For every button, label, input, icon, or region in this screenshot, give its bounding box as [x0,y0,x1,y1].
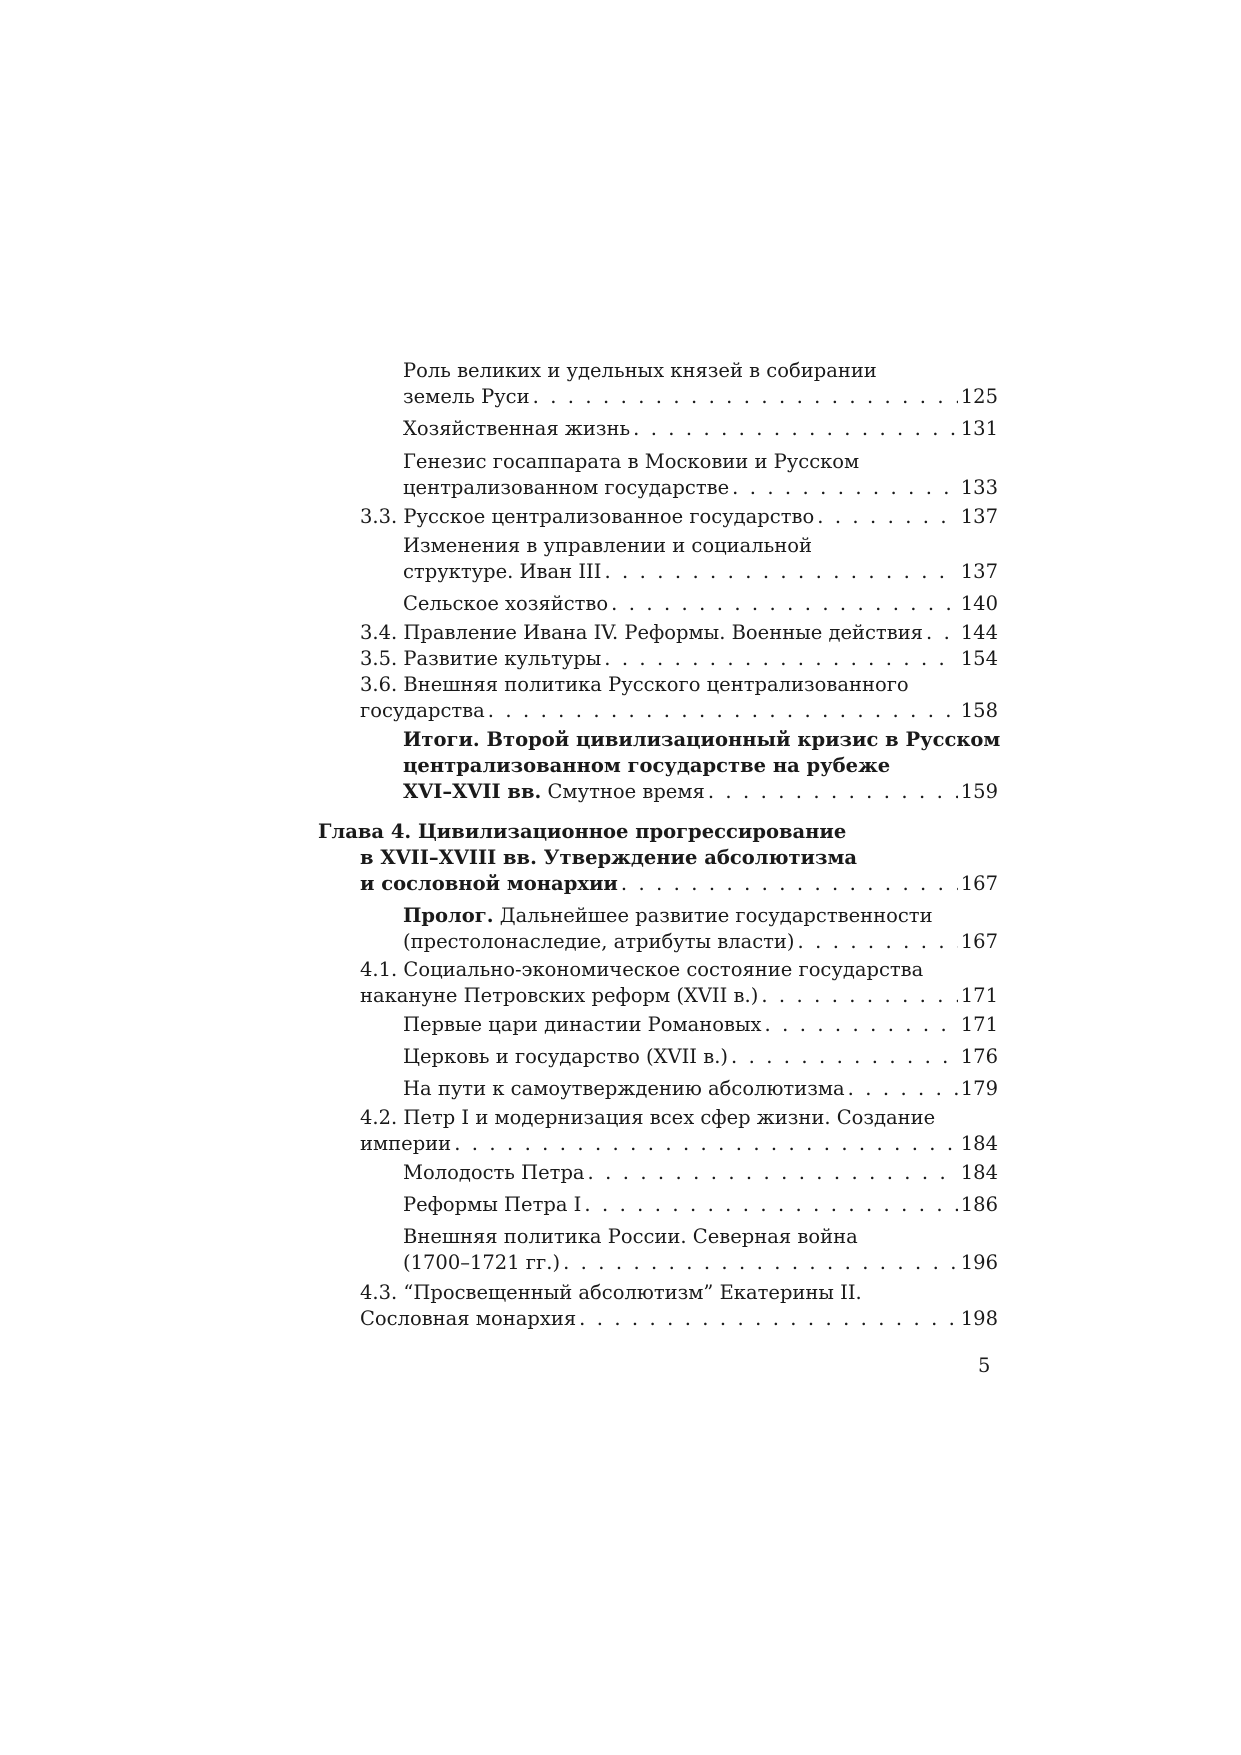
toc-entry-text: Изменения в управлении и социальной [403,534,812,557]
leader-dots [611,591,958,617]
page-number: 140 [960,592,998,615]
toc-entry [360,1280,998,1332]
leader-dots [708,779,958,805]
leader-dots [798,929,958,955]
leader-dots [731,1044,958,1070]
toc-entry [360,1105,998,1157]
toc-entry-text: Генезис госаппарата в Московии и Русском [403,450,860,473]
toc-entry-text: Итоги. Второй цивилизационный кризис в Русском [403,728,1001,751]
toc-entry-text: государства [360,699,485,722]
leader-dots [765,1012,958,1038]
leader-dots [817,504,958,530]
toc-entry [403,903,998,955]
toc-entry-text: 4.3. “Просвещенный абсолютизм” Екатерины II. [360,1281,862,1304]
toc-entry-text: Сословная монархия [360,1307,577,1330]
page-number: 198 [960,1307,998,1330]
page-number: 176 [960,1045,998,1068]
toc-entry [403,727,1001,805]
page-number: 171 [960,1013,998,1036]
toc-entry [403,1044,998,1070]
toc-entry-text: 3.5. Развитие культуры [360,647,602,670]
toc-entry [403,449,998,501]
toc-entry-text: Внешняя политика России. Северная война [403,1225,858,1248]
page-number: 186 [960,1193,998,1216]
chapter-title: Глава 4. Цивилизационное прогрессирование [318,820,847,843]
leader-dots [732,475,958,501]
toc-entry-text: централизованном государстве на рубеже [403,754,891,777]
page-number: 196 [960,1251,998,1274]
toc-entry-text: 3.4. Правление Ивана IV. Реформы. Военные действия [360,621,923,644]
toc-entry-text: 3.6. Внешняя политика Русского централизованного [360,673,909,696]
toc-entry-text: Роль великих и удельных князей в собирании [403,359,877,382]
toc-entry-text: Пролог. [403,904,494,927]
toc-entry-text: Первые цари династии Романовых [403,1013,762,1036]
toc-entry-text: Реформы Петра I [403,1193,582,1216]
leader-dots [926,620,958,646]
leader-dots [761,983,957,1009]
toc-entry [403,1224,998,1276]
leader-dots [633,416,958,442]
page-number: 137 [960,560,998,583]
leader-dots [848,1076,958,1102]
toc-entry-text: Молодость Петра [403,1161,585,1184]
page-number: 184 [960,1132,998,1155]
page-number: 137 [960,505,998,528]
toc-chapter [318,819,998,897]
toc-entry-text: На пути к самоутверждению абсолютизма [403,1077,845,1100]
leader-dots [604,646,958,672]
toc-entry-text: структуре. Иван III [403,560,602,583]
toc-entry-text: накануне Петровских реформ (XVII в.) [360,984,759,1007]
toc-entry-text: Церковь и государство (XVII в.) [403,1045,728,1068]
page-number: 131 [960,417,998,440]
page-number: 133 [960,476,998,499]
toc-entry-text: (престолонаследие, атрибуты власти) [403,930,795,953]
page-number: 154 [960,647,998,670]
toc-entry-text: XVI–XVII вв. [403,780,542,803]
leader-dots [621,871,958,897]
toc-entry-text: империи [360,1132,452,1155]
leader-dots [488,698,958,724]
toc-entry [360,620,998,646]
page-number: 167 [960,872,998,895]
toc-entry-text: Сельское хозяйство [403,592,609,615]
toc-entry-text: земель Руси [403,385,530,408]
leader-dots [533,384,958,410]
page-number: 158 [960,699,998,722]
toc-entry [403,1076,998,1102]
page-number: 125 [960,385,998,408]
toc-entry-text: (1700–1721 гг.) [403,1251,561,1274]
toc-entry [403,591,998,617]
chapter-title: в XVII–XVIII вв. Утверждение абсолютизма [360,846,858,869]
toc-entry [360,646,998,672]
chapter-title: и сословной монархии [360,872,618,895]
leader-dots [588,1160,958,1186]
toc-entry [403,416,998,442]
leader-dots [584,1192,957,1218]
toc-entry-text: Дальнейшее развитие государственности [493,904,933,927]
toc-entry [360,504,998,530]
toc-entry-text: 4.1. Социально-экономическое состояние государства [360,958,924,981]
leader-dots [604,559,957,585]
leader-dots [563,1250,958,1276]
toc-entry-text: централизованном государстве [403,476,730,499]
toc-entry [360,957,998,1009]
leader-dots [579,1306,958,1332]
page-number: 184 [960,1161,998,1184]
toc-entry [360,672,998,724]
toc-entry-text: Смутное время [541,780,705,803]
toc-entry-text: 4.2. Петр I и модернизация всех сфер жизни. Создание [360,1106,936,1129]
toc-entry [403,533,998,585]
toc-entry [403,1192,998,1218]
page-number: 144 [960,621,998,644]
toc-entry [403,1012,998,1038]
toc-entry [403,358,998,410]
page-number: 171 [960,984,998,1007]
page-number: 167 [960,930,998,953]
page-number: 159 [960,780,998,803]
page-number: 179 [960,1077,998,1100]
toc-entry-text: 3.3. Русское централизованное государство [360,505,815,528]
toc-entry-text: Хозяйственная жизнь [403,417,631,440]
page-folio-number: 5 [978,1354,991,1377]
toc-entry [403,1160,998,1186]
leader-dots [454,1131,958,1157]
